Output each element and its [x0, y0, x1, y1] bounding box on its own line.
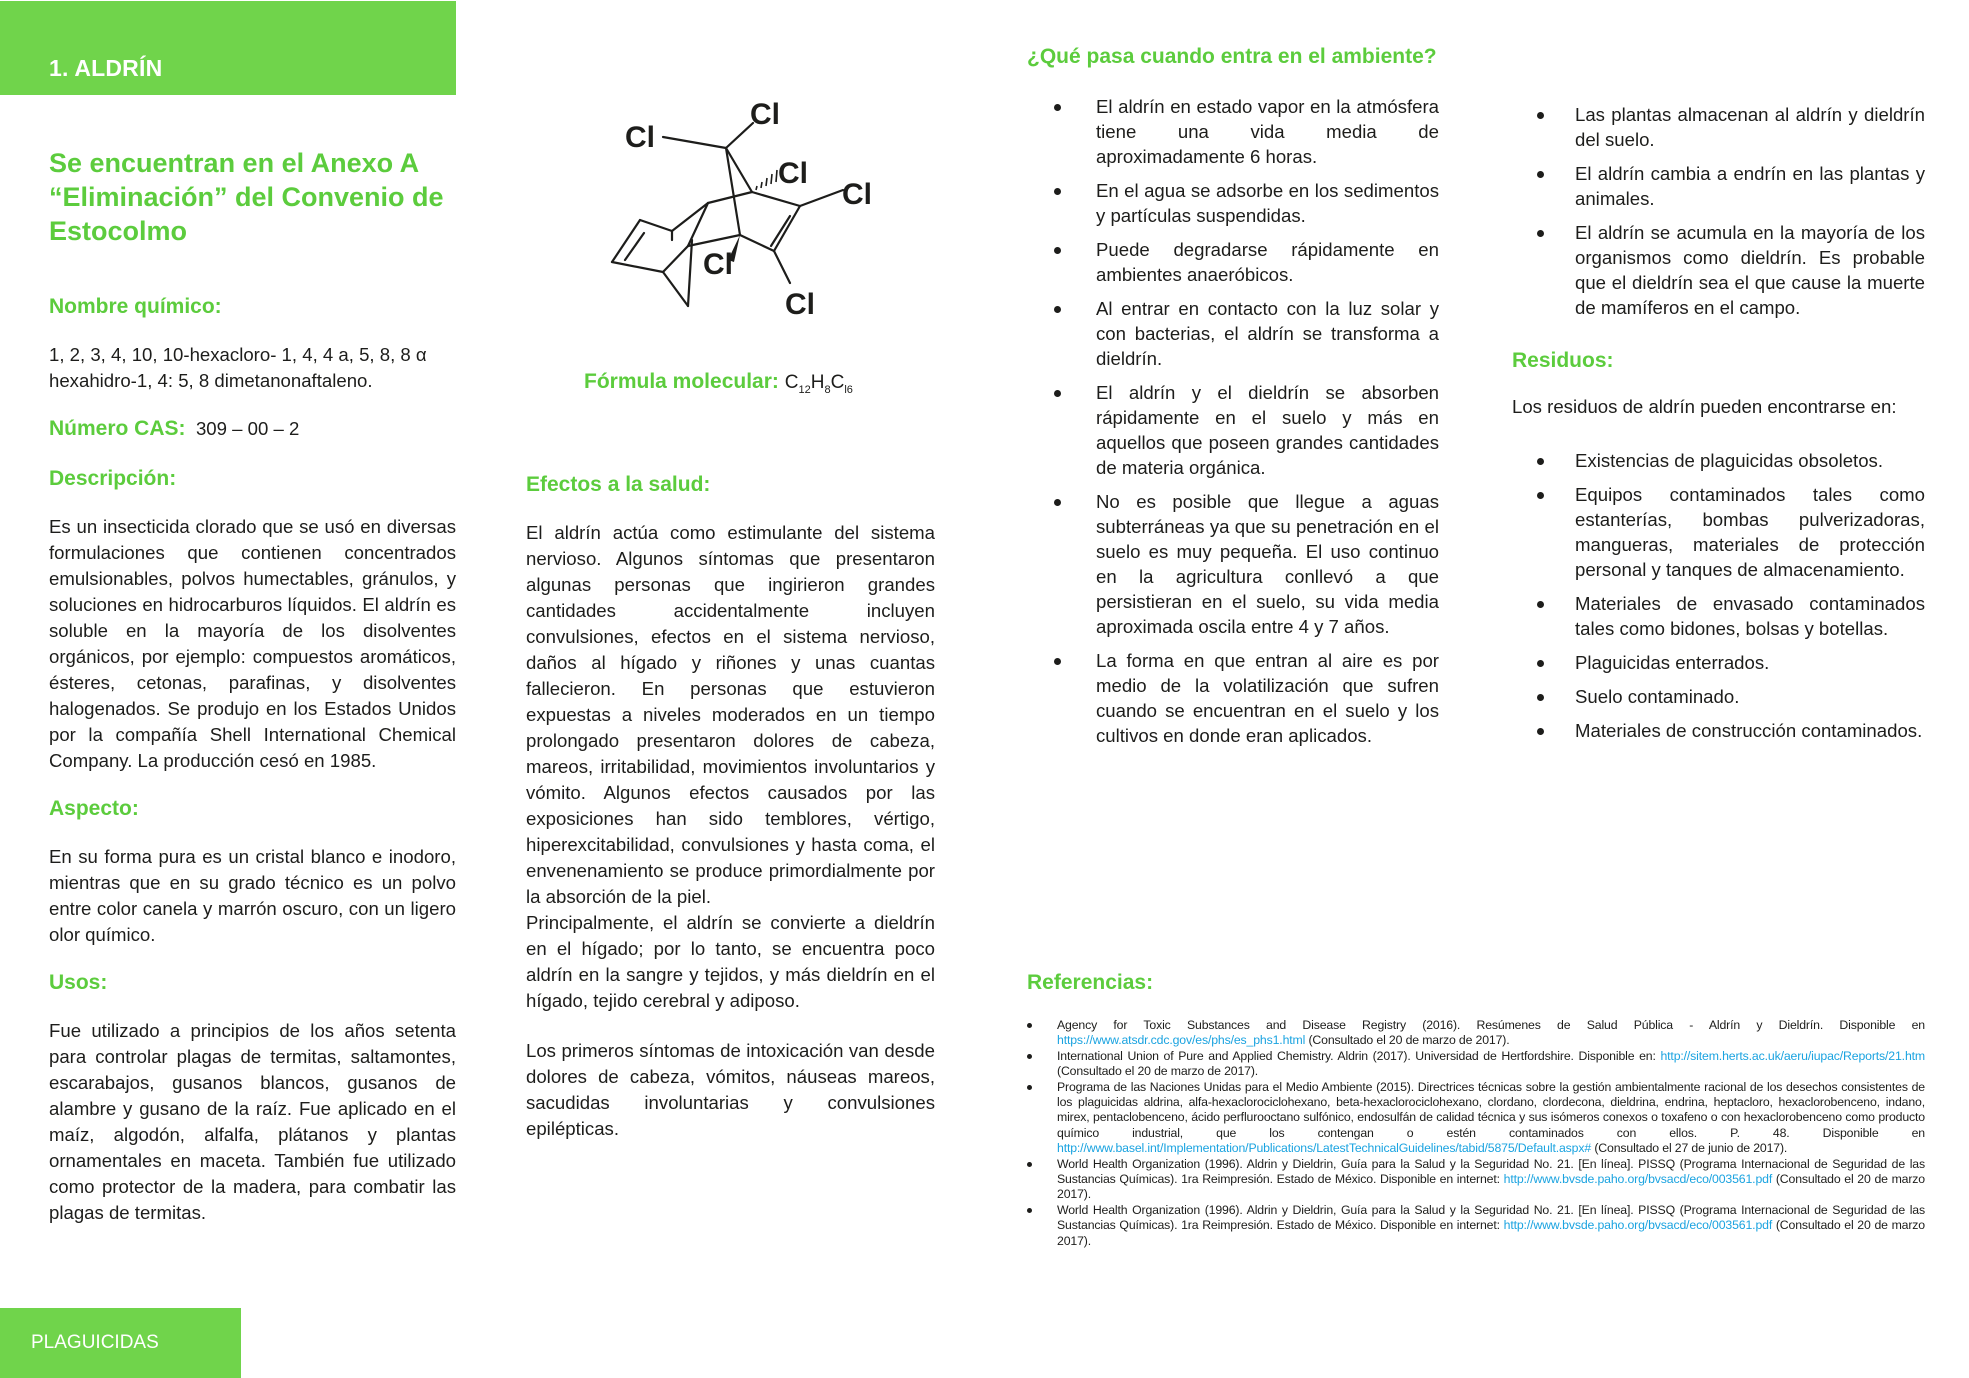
bullet-icon — [1537, 728, 1544, 735]
reference-link[interactable]: http://sitem.herts.ac.uk/aeru/iupac/Reports/21.htm — [1660, 1048, 1925, 1063]
chemical-name-text: 1, 2, 3, 4, 10, 10-hexacloro- 1, 4, 4 a, 5, 8, 8 α hexahidro-1, 4: 5, 8 dimetanonaftaleno. — [49, 344, 427, 391]
bond — [612, 262, 663, 272]
list-item — [1575, 684, 1925, 709]
column-3 — [1027, 44, 1439, 757]
health-heading: Efectos a la salud: — [526, 473, 711, 496]
cl-atom-label: Cl — [778, 157, 808, 190]
list-item — [1096, 380, 1439, 480]
list-item — [1575, 591, 1925, 641]
bullet-icon — [1537, 171, 1544, 178]
environment-list-continued — [1575, 102, 1925, 320]
page-title: 1. ALDRÍN — [49, 55, 163, 81]
bullet-icon — [1054, 658, 1061, 665]
bond — [740, 235, 774, 251]
bullet-icon — [1054, 188, 1061, 195]
cl-atom-label: Cl — [785, 288, 815, 321]
molecule-svg — [560, 90, 900, 350]
reference-text: Programa de las Naciones Unidas para el Medio Ambiente (2015). Directrices técnicas sobre la gestión ambientalmente racional de los desechos consistentes de los plaguicidas aldrina, alfa-hexaclorociclohexano, beta-hexaclorociclohexano, clordano, clordecona, dieldrina, endrina, heptacloro, hexaclorobenceno, indano, mirex, pentaclobenceno, ácido perflurooctano sulfónico, endosulfán de calidad técnica y sus isómeros conexos o toxafeno o con hexaclorobenceno como producto químico industrial, que los contengan o estén contaminados con ellos. P. 48. Disponible en — [1057, 1079, 1925, 1140]
reference-link[interactable]: http://www.bvsde.paho.org/bvsacd/eco/003561.pdf — [1503, 1172, 1773, 1187]
uses-heading: Usos: — [49, 971, 108, 994]
list-item-text: Al entrar en contacto con la luz solar y con bacterias, el aldrín se transforma a dieldrín. — [1096, 298, 1439, 369]
references-section — [1027, 970, 1925, 1249]
bond — [774, 251, 790, 283]
list-item-text: La forma en que entran al aire es por medio de la volatilización que sufren cuando se encuentran en el suelo y los cultivos en donde eran aplicados. — [1096, 650, 1439, 746]
reference-text: World Health Organization (1996). Aldrin y Dieldrin, Guía para la Salud y la Seguridad No. 21. [En línea]. PISSQ (Programa Internacional de Seguridad de las Sustancias Químicas). 1ra Reimpresión. Estado de México. Disponible en internet: — [1057, 1202, 1925, 1233]
description-heading: Descripción: — [49, 467, 177, 490]
list-item — [1096, 296, 1439, 371]
bullet-icon — [1054, 499, 1061, 506]
cl-atom-label: Cl — [750, 98, 780, 131]
reference-text: International Union of Pure and Applied Chemistry. Aldrin (2017). Universidad de Hertfordshire. Disponible en: — [1057, 1048, 1661, 1063]
column-4 — [1512, 102, 1925, 752]
list-item — [1096, 489, 1439, 639]
appearance-heading: Aspecto: — [49, 797, 139, 820]
bullet-icon — [1537, 694, 1544, 701]
cas-row — [49, 416, 456, 442]
reference-item — [1057, 1018, 1925, 1049]
bullet-icon — [1027, 1208, 1032, 1213]
aldrin-structure-diagram — [560, 90, 900, 350]
list-item-text: Puede degradarse rápidamente en ambientes anaeróbicos. — [1096, 239, 1439, 285]
reference-accessed-date: (Consultado el 20 de marzo 2017). — [1057, 1172, 1925, 1202]
bond — [663, 137, 726, 148]
reference-link[interactable]: https://www.atsdr.cdc.gov/es/phs/es_phs1.html — [1057, 1033, 1306, 1048]
bond — [708, 192, 752, 203]
title-banner — [0, 1, 456, 95]
bullet-icon — [1054, 104, 1061, 111]
bond — [612, 220, 640, 262]
hashed-bond — [756, 170, 777, 190]
formula-value: $C_{12}H_8C_{l6}$ — [784, 372, 853, 396]
list-item-text: El aldrín en estado vapor en la atmósfera tiene una vida media de aproximadamente 6 horas. — [1096, 96, 1439, 167]
bullet-icon — [1537, 601, 1544, 608]
list-item — [1575, 161, 1925, 211]
cl-atom-label: Cl — [703, 248, 733, 281]
bullet-icon — [1537, 660, 1544, 667]
bullet-icon — [1537, 112, 1544, 119]
bond — [752, 192, 800, 206]
list-item — [1096, 648, 1439, 748]
bond — [640, 220, 672, 231]
list-item — [1575, 220, 1925, 320]
cas-heading: Número CAS: — [49, 417, 186, 440]
reference-item — [1057, 1203, 1925, 1249]
references-heading: Referencias: — [1027, 971, 1154, 994]
molecular-formula — [584, 370, 853, 396]
list-item-text: Plaguicidas enterrados. — [1575, 652, 1770, 673]
health-paragraph-2: Principalmente, el aldrín se convierte a dieldrín en el hígado; por lo tanto, se encuentra poco aldrín en la sangre y tejidos, y más dieldrín en el hígado, tejido cerebral y adiposo. — [526, 912, 935, 1011]
bullet-icon — [1537, 230, 1544, 237]
chemical-name-heading: Nombre químico: — [49, 295, 222, 318]
category-label: PLAGUICIDAS — [31, 1332, 159, 1353]
list-item — [1096, 94, 1439, 169]
list-item-text: Materiales de envasado contaminados tales como bidones, bolsas y botellas. — [1575, 593, 1925, 639]
bullet-icon — [1054, 247, 1061, 254]
reference-accessed-date: (Consultado el 20 de marzo de 2017). — [1057, 1064, 1259, 1079]
reference-item — [1057, 1157, 1925, 1203]
list-item-text: Existencias de plaguicidas obsoletos. — [1575, 450, 1884, 471]
bullet-icon — [1054, 306, 1061, 313]
list-item-text: Suelo contaminado. — [1575, 686, 1740, 707]
reference-item — [1057, 1049, 1925, 1080]
references-list — [1057, 1018, 1925, 1249]
list-item — [1096, 178, 1439, 228]
intro-heading: Se encuentran en el Anexo A “Eliminación” del Convenio de Estocolmo — [49, 148, 444, 246]
list-item — [1575, 718, 1925, 743]
bond — [774, 206, 800, 251]
list-item-text: Las plantas almacenan al aldrín y dieldrín del suelo. — [1575, 104, 1925, 150]
residues-heading: Residuos: — [1512, 349, 1614, 372]
bond — [663, 246, 688, 272]
column-1 — [49, 146, 456, 1226]
bond — [800, 190, 843, 206]
reference-accessed-date: (Consultado el 27 de junio de 2017). — [1591, 1141, 1788, 1156]
list-item — [1575, 102, 1925, 152]
column-2 — [526, 472, 935, 1142]
reference-link[interactable]: http://www.basel.int/Implementation/Publications/LatestTechnicalGuidelines/tabid/5875/Default.aspx# — [1057, 1141, 1592, 1156]
health-paragraph-3: Los primeros síntomas de intoxicación van desde dolores de cabeza, vómitos, náuseas mareos, sacudidas involuntarias y convulsiones epilépticas. — [526, 1040, 935, 1139]
reference-text: Agency for Toxic Substances and Disease Registry (2016). Resúmenes de Salud Pública - Aldrín y Dieldrín. Disponible en — [1057, 1018, 1925, 1032]
bullet-icon — [1027, 1054, 1032, 1059]
environment-heading: ¿Qué pasa cuando entra en el ambiente? — [1027, 45, 1437, 68]
appearance-text: En su forma pura es un cristal blanco e inodoro, mientras que en su grado técnico es un polvo entre color canela y marrón oscuro, con un ligero olor químico. — [49, 846, 456, 945]
list-item-text: No es posible que llegue a aguas subterráneas ya que su penetración en el suelo es muy pequeña. El uso continuo en la agricultura conllevó a que persistieran en el suelo, su vida media aproximada oscila entre 4 y 7 años. — [1096, 491, 1439, 637]
bullet-icon — [1027, 1085, 1032, 1090]
reference-link[interactable]: http://www.bvsde.paho.org/bvsacd/eco/003561.pdf — [1503, 1218, 1773, 1233]
bullet-icon — [1054, 390, 1061, 397]
list-item-text: El aldrín y el dieldrín se absorben rápidamente en el suelo y más en aquellos que poseen grandes cantidades de materia orgánica. — [1096, 382, 1439, 478]
bullet-icon — [1027, 1023, 1032, 1028]
description-text: Es un insecticida clorado que se usó en diversas formulaciones que contienen concentrados emulsionables, polvos humectables, gránulos, y soluciones en hidrocarburos líquidos. El aldrín es soluble en la mayoría de los disolventes orgánicos, por ejemplo: compuestos aromáticos, ésteres, cetonas, parafinas, y disolventes halogenados. Se produjo en los Estados Unidos por la compañía Shell International Chemical Company. La producción cesó en 1985. — [49, 516, 456, 771]
list-item-text: Materiales de construcción contaminados. — [1575, 720, 1923, 741]
bullet-icon — [1537, 458, 1544, 465]
list-item — [1575, 448, 1925, 473]
list-item — [1096, 237, 1439, 287]
health-paragraph-1: El aldrín actúa como estimulante del sistema nervioso. Algunos síntomas que presentaron algunas personas que ingirieron grandes cantidades accidentalmente incluyen convulsiones, efectos en el sistema nervioso, daños al hígado y riñones y unas cuantas fallecieron. En personas que estuvieron expuestas a niveles moderados en un tiempo prolongado presentaron dolores de cabeza, mareos, irritabilidad, movimientos involuntarios y vómito. Algunos efectos causados por las exposiciones han sido temblores, vértigo, hiperexcitabilidad, convulsiones y hasta coma, el envenenamiento se produce primordialmente por la absorción de la piel. — [526, 522, 935, 907]
reference-text: World Health Organization (1996). Aldrin y Dieldrin, Guía para la Salud y la Seguridad No. 21. [En línea]. PISSQ (Programa Internacional de Seguridad de las Sustancias Químicas). 1ra Reimpresión. Estado de México. Disponible en internet: — [1057, 1156, 1925, 1187]
environment-list — [1096, 94, 1439, 748]
bond — [726, 123, 753, 148]
uses-text: Fue utilizado a principios de los años setenta para controlar plagas de termitas, saltamontes, escarabajos, gusanos blancos, gusanos de alambre y gusano de la raíz. Fue aplicado en el maíz, algodón, alfalfa, plátanos y plantas ornamentales en maceta. También fue utilizado como protector de la madera, para combatir las plagas de termitas. — [49, 1020, 456, 1223]
reference-item — [1057, 1080, 1925, 1157]
reference-accessed-date: (Consultado el 20 de marzo 2017). — [1057, 1218, 1925, 1248]
list-item-text: El aldrín se acumula en la mayoría de los organismos como dieldrín. Es probable que el dieldrín sea el que cause la muerte de mamíferos en el campo. — [1575, 222, 1925, 318]
cas-value: 309 – 00 – 2 — [195, 418, 300, 439]
bond — [688, 235, 740, 246]
bullet-icon — [1027, 1162, 1032, 1167]
bond — [663, 272, 688, 306]
reference-accessed-date: (Consultado el 20 de marzo de 2017). — [1305, 1033, 1510, 1048]
residues-list — [1575, 448, 1925, 743]
bond — [688, 240, 692, 306]
list-item — [1575, 650, 1925, 675]
cl-atom-label: Cl — [625, 121, 655, 154]
category-banner — [0, 1308, 241, 1378]
list-item-text: El aldrín cambia a endrín en las plantas y animales. — [1575, 163, 1925, 209]
list-item-text: En el agua se adsorbe en los sedimentos y partículas suspendidas. — [1096, 180, 1439, 226]
residues-intro: Los residuos de aldrín pueden encontrarse en: — [1512, 396, 1897, 417]
list-item-text: Equipos contaminados tales como estanterías, bombas pulverizadoras, mangueras, materiales de protección personal y tanques de almacenamiento. — [1575, 484, 1925, 580]
list-item — [1575, 482, 1925, 582]
bullet-icon — [1537, 492, 1544, 499]
cl-atom-label: Cl — [842, 178, 872, 211]
formula-label: Fórmula molecular: — [584, 370, 779, 393]
